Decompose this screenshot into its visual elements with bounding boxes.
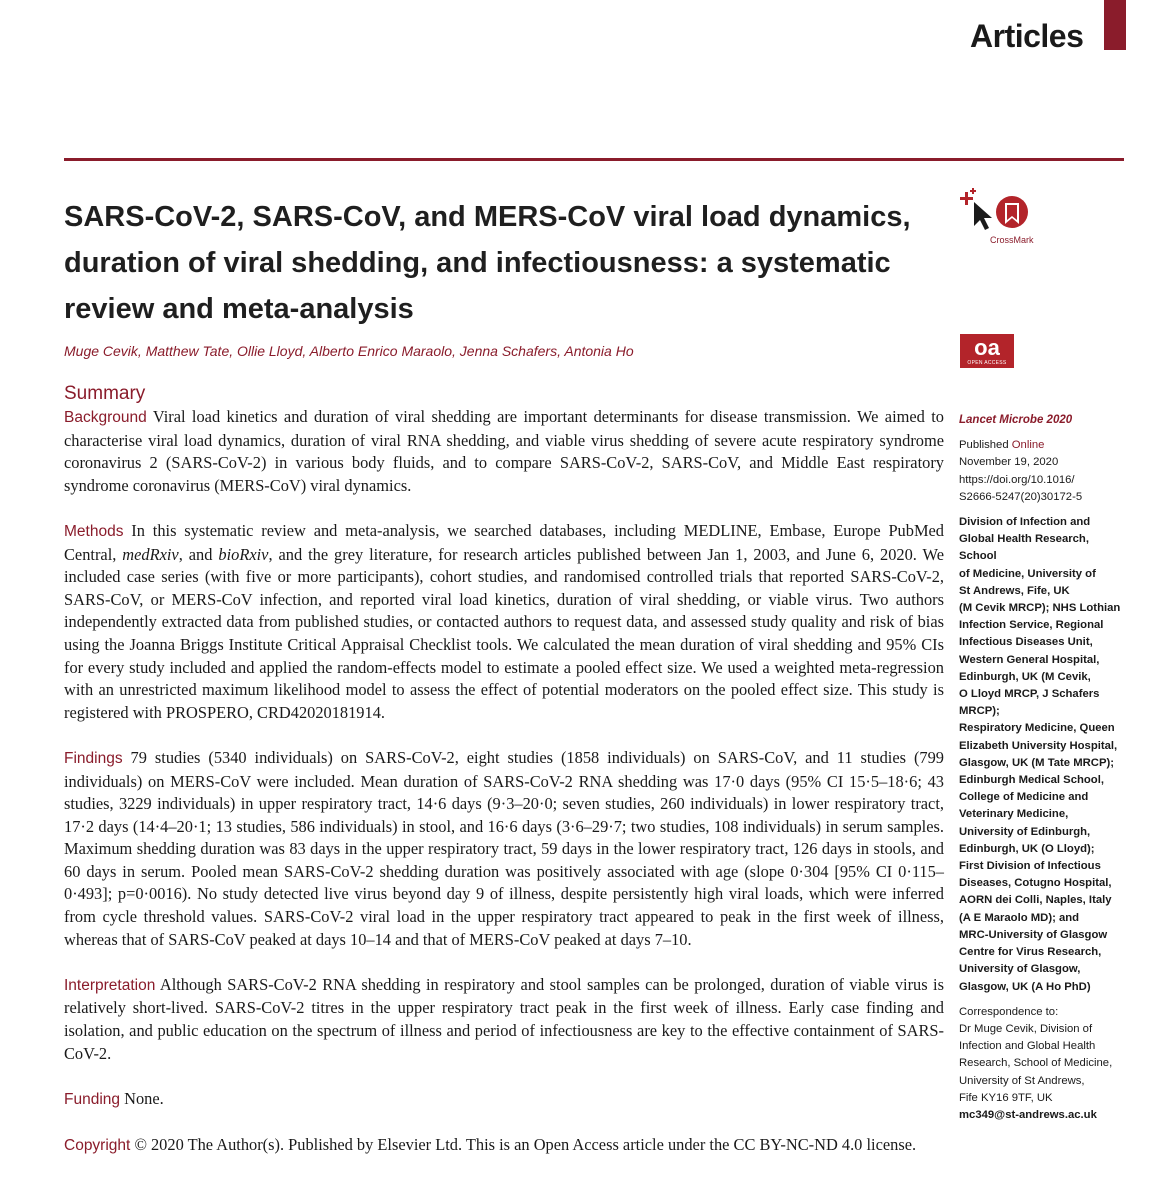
methods-italic-1: medRxiv xyxy=(122,544,179,564)
published-prefix: Published xyxy=(959,439,1012,452)
affiliation-line: Global Health Research, School xyxy=(959,533,1089,563)
affiliation-line: Western General Hospital, xyxy=(959,653,1100,666)
interpretation-text: Although SARS-CoV-2 RNA shedding in respiratory and stool samples can be prolonged, duration of viable virus is relatively short-lived. SARS-CoV-2 titres in the upper respiratory tract peak in the first week of illness. Early case finding and isolation, and public education on the spectrum of illness and period of infectiousness are key to the effective containment of SARS-CoV-2. xyxy=(64,974,944,1063)
correspondence-line: Infection and Global Health xyxy=(959,1040,1096,1053)
sidebar xyxy=(959,412,1129,1124)
affiliation-line: First Division of Infectious xyxy=(959,860,1101,873)
header-rule xyxy=(64,158,1124,161)
background-paragraph xyxy=(64,406,944,497)
affiliation-line: Respiratory Medicine, Queen xyxy=(959,722,1115,735)
doi-line-2[interactable]: S2666-5247(20)30172-5 xyxy=(959,490,1083,503)
article-title: SARS-CoV-2, SARS-CoV, and MERS-CoV viral load dynamics, duration of viral shedding, and infectiousness: a systematic review and meta-analysis xyxy=(64,201,911,325)
funding-label: Funding xyxy=(64,1090,121,1108)
findings-label: Findings xyxy=(64,749,123,767)
affiliation-line: Diseases, Cotugno Hospital, xyxy=(959,877,1112,890)
methods-italic-2: bioRxiv xyxy=(218,544,269,564)
findings-paragraph xyxy=(64,747,944,951)
affiliation-line: O Lloyd MRCP, J Schafers MRCP); xyxy=(959,688,1100,718)
affiliation-line: Edinburgh, UK (O Lloyd); xyxy=(959,842,1095,855)
affiliation-line: Division of Infection and xyxy=(959,516,1091,529)
findings-text: 79 studies (5340 individuals) on SARS-CoV-2, eight studies (1858 individuals) on SARS-CoV, and 11 studies (799 individuals) on MERS-CoV were included. Mean duration of SARS-CoV-2 RNA shedding was 17·0 days (95% CI 15·5–18·6; 43 studies, 3229 individuals) in upper respiratory tract, 14·6 days (9·3–20·0; seven studies, 260 individuals) in lower respiratory tract, 17·2 days (14·4–20·1; 13 studies, 586 individuals) in stool, and 16·6 days (3·6–29·7; two studies, 108 individuals) in serum samples. Maximum shedding duration was 83 days in the upper respiratory tract, 59 days in the lower respiratory tract, 126 days in stools, and 60 days in serum. Pooled mean SARS-CoV-2 shedding duration was positively associated with age (slope 0·304 [95% CI 0·115–0·493]; p=0·0016). No study detected live virus beyond day 9 of illness, despite persistently high viral loads, which were inferred from cycle threshold values. SARS-CoV-2 viral load in the upper respiratory tract appeared to peak in the first week of illness, whereas that of SARS-CoV peaked at days 10–14 and that of MERS-CoV peaked at days 7–10. xyxy=(64,747,944,949)
journal-citation: Lancet Microbe 2020 xyxy=(959,414,1073,426)
affiliation-line: Infection Service, Regional xyxy=(959,619,1104,632)
author-list: Muge Cevik, Matthew Tate, Ollie Lloyd, Alberto Enrico Maraolo, Jenna Schafers, Antonia Ho xyxy=(64,343,634,359)
methods-text-3: , and the grey literature, for research articles published between Jan 1, 2003, and June 6, 2020. We included case series (with five or more participants), cohort studies, and randomised controlled trials that reported SARS-CoV-2, SARS-CoV, or MERS-CoV infection, and reported viral load kinetics, duration of viral shedding, or viable virus. Two authors independently extracted data from published studies, or contacted authors to request data, and assessed study quality and risk of bias using the Joanna Briggs Institute Critical Appraisal Checklist tools. We calculated the mean duration of viral shedding and 95% CIs for every study included and applied the random-effects model to estimate a pooled effect size. We used a weighted meta-regression with an unrestricted maximum likelihood model to assess the effect of potential moderators on the pooled effect size. This study is registered with PROSPERO, CRD42020181914. xyxy=(64,544,944,722)
affiliation-line: College of Medicine and xyxy=(959,791,1089,804)
affiliation-line: (M Cevik MRCP); NHS Lothian xyxy=(959,602,1121,615)
interpretation-label: Interpretation xyxy=(64,976,156,994)
correspondence-line: Fife KY16 9TF, UK xyxy=(959,1091,1053,1104)
funding-text: None. xyxy=(120,1088,164,1108)
published-line xyxy=(959,437,1129,454)
open-access-label: OPEN ACCESS xyxy=(967,360,1007,366)
copyright-text: © 2020 The Author(s). Published by Elsevier Ltd. This is an Open Access article under the CC BY-NC-ND 4.0 license. xyxy=(130,1135,917,1154)
funding-paragraph xyxy=(64,1088,944,1112)
publication-date: November 19, 2020 xyxy=(959,456,1059,469)
open-access-badge: oa xyxy=(960,334,1014,368)
published-online: Online xyxy=(1011,439,1045,452)
crossmark-label: CrossMark xyxy=(990,235,1034,245)
background-label: Background xyxy=(64,409,147,426)
corner-accent-bar xyxy=(1104,0,1126,50)
affiliation-line: MRC-University of Glasgow xyxy=(959,928,1108,941)
methods-paragraph xyxy=(64,520,944,724)
correspondence xyxy=(959,1004,1129,1124)
affiliation-line: St Andrews, Fife, UK xyxy=(959,584,1070,597)
correspondence-line: Correspondence to: xyxy=(959,1005,1059,1018)
affiliation-line: Centre for Virus Research, xyxy=(959,946,1102,959)
affiliation-line: Infectious Diseases Unit, xyxy=(959,636,1093,649)
affiliation-line: Edinburgh, UK (M Cevik, xyxy=(959,670,1091,683)
affiliation-line: Glasgow, UK (A Ho PhD) xyxy=(959,980,1091,993)
methods-text-2: , and xyxy=(178,544,219,564)
background-text: Viral load kinetics and duration of viral shedding are important determinants for disease transmission. We aimed to characterise viral load dynamics, duration of viral RNA shedding, and viable virus shedding of severe acute respiratory syndrome coronavirus 2 (SARS-CoV-2) in various body fluids, and to compare SARS-CoV-2, SARS-CoV, and Middle East respiratory syndrome coronavirus (MERS-CoV) viral dynamics. xyxy=(64,407,944,495)
affiliation-line: University of Edinburgh, xyxy=(959,825,1091,838)
methods-text-1: In this systematic review and meta-analysis, we searched databases, including MEDLINE, Embase, Europe PubMed Central, xyxy=(64,520,944,564)
affiliation-line: (A E Maraolo MD); and xyxy=(959,911,1080,924)
doi-line-1[interactable]: https://doi.org/10.1016/ xyxy=(959,473,1075,486)
correspondence-line: Dr Muge Cevik, Division of xyxy=(959,1022,1093,1035)
section-tag: Articles xyxy=(970,18,1084,54)
methods-label: Methods xyxy=(64,522,124,540)
summary-heading: Summary xyxy=(64,383,146,404)
summary-body xyxy=(64,406,944,1158)
affiliation-line: AORN dei Colli, Naples, Italy xyxy=(959,894,1112,907)
affiliation-line: of Medicine, University of xyxy=(959,567,1096,580)
affiliation-line: Veterinary Medicine, xyxy=(959,808,1069,821)
affiliation-line: Elizabeth University Hospital, xyxy=(959,739,1118,752)
correspondence-line: University of St Andrews, xyxy=(959,1074,1085,1087)
copyright-paragraph xyxy=(64,1134,944,1158)
correspondence-line: Research, School of Medicine, xyxy=(959,1057,1113,1070)
affiliation-line: University of Glasgow, xyxy=(959,963,1081,976)
affiliations xyxy=(959,514,1129,996)
correspondence-email[interactable]: mc349@st-andrews.ac.uk xyxy=(959,1108,1097,1121)
interpretation-paragraph xyxy=(64,974,944,1065)
copyright-label: Copyright xyxy=(64,1137,131,1154)
affiliation-line: Edinburgh Medical School, xyxy=(959,774,1104,787)
affiliation-line: Glasgow, UK (M Tate MRCP); xyxy=(959,756,1115,769)
